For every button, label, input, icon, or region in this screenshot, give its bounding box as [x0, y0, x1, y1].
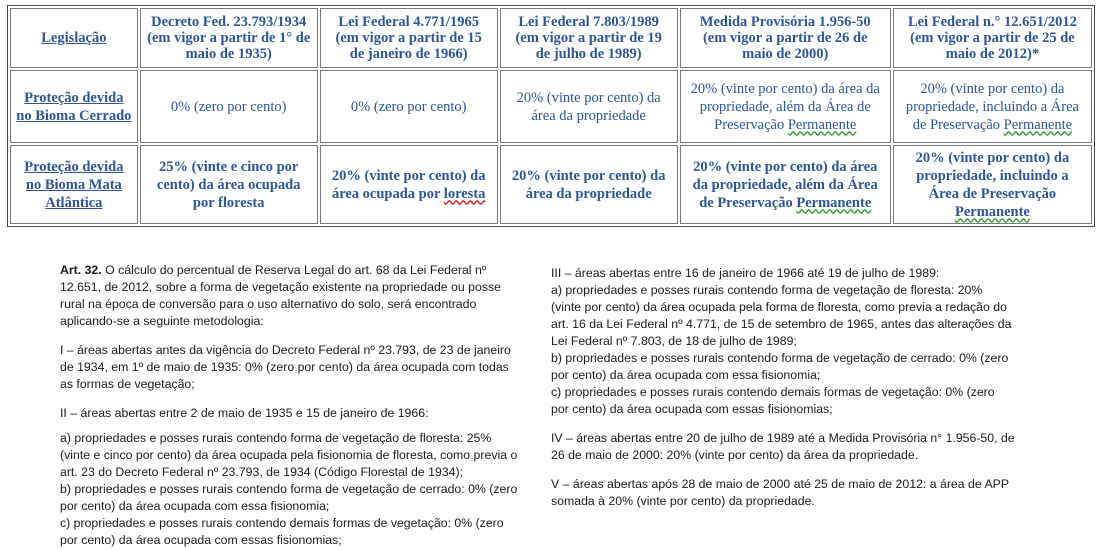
header-legislacao: Legislação: [10, 8, 138, 68]
row-label-mata-atlantica: Proteção devida no Bioma Mata Atlântica: [10, 145, 138, 224]
header-lei-2012: Lei Federal n.° 12.651/2012 (em vigor a partir de 25 de maio de 2012)*: [893, 8, 1092, 68]
cell-mata-2012: 20% (vinte por cento) da propriedade, incluindo a Área de Preservação Permanente: [893, 145, 1092, 224]
header-mp-2000: Medida Provisória 1.956-50 (em vigor a partir de 26 de maio de 2000): [680, 8, 891, 68]
cell-mata-2000: 20% (vinte por cento) da área da propriedade, além da Área de Preservação Permanente: [680, 145, 891, 224]
item-ii-heading: II – áreas abertas entre 2 de maio de 1935 e 15 de janeiro de 1966:: [60, 406, 429, 420]
item-iii-paragraph: III – áreas abertas entre 16 de janeiro de 1966 até 19 de julho de 1989: a) propriedades e posses rurais contendo forma de vegetação de floresta: 20% (vinte por cento) da área ocupada pela forma de floresta, como previa a redação do art. 16 da Lei Federal nº 4.771, de 15 de setembro de 1965, antes das alterações da Lei Federal nº 7.803, de 18 de julho de 1989; b) propriedades e posses rurais contendo forma de vegetação de cerrado: 0% (zero por cento) da área ocupada com essa fisionomia; c) propriedades e posses rurais contendo demais formas de vegetação: 0% (zero por cento) da área ocupada com essas fisionomias;: [551, 266, 1012, 416]
item-v-paragraph: V – áreas abertas após 28 de maio de 2000 até 25 de maio de 2012: a área de APP somada à 20% (vinte por cento) da propriedade.: [551, 477, 1010, 508]
cell-cerrado-2000: 20% (vinte por cento) da área da propriedade, além da Área de Preservação Permanente: [680, 70, 891, 143]
cell-cerrado-1965: 0% (zero por cento): [320, 70, 498, 143]
cell-cerrado-1989: 20% (vinte por cento) da área da propriedade: [500, 70, 678, 143]
cell-cerrado-2012: 20% (vinte por cento) da propriedade, incluindo a Área de Preservação Permanente: [893, 70, 1092, 143]
table-header-row: [10, 8, 1092, 68]
cell-mata-1934: 25% (vinte e cinco por cento) da área ocupada por floresta: [140, 145, 318, 224]
item-ii-subitems: a) propriedades e posses rurais contendo forma de vegetação de floresta: 25% (vinte e cinco por cento) da área ocupada pela fisionomia de floresta, como previa o art. 23 do Decreto Federal nº 23.793, de 1934 (Código Florestal de 1934); b) propriedades e posses rurais contendo forma de vegetação de cerrado: 0% (zero por cento) da área ocupada com essa fisionomia; c) propriedades e posses rurais contendo demais formas de vegetação: 0% (zero por cento) da área ocupada com essas fisionomias;: [60, 431, 518, 547]
cell-mata-1989: 20% (vinte por cento) da área da propriedade: [500, 145, 678, 224]
article-right-column: [551, 265, 1022, 510]
header-decreto-1934: Decreto Fed. 23.793/1934 (em vigor a partir de 1° de maio de 1935): [140, 8, 318, 68]
article-number: Art. 32.: [60, 263, 102, 277]
table-row-mata-atlantica: [10, 145, 1092, 224]
item-i-paragraph: I – áreas abertas antes da vigência do Decreto Federal nº 23.793, de 23 de janeiro de 1934, em 1º de maio de 1935: 0% (zero por cento) da área ocupada com todas as formas de vegetação;: [60, 343, 511, 391]
article-intro-paragraph: Art. 32. O cálculo do percentual de Reserva Legal do art. 68 da Lei Federal nº 12.651, de 2012, sobre a forma de vegetação existente na propriedade ou posse rural na época de conversão para o uso alternativo do solo, será encontrado aplicando-se a seguinte metodologia:: [60, 263, 501, 328]
article-left-column: [60, 262, 521, 549]
cell-cerrado-1934: 0% (zero por cento): [140, 70, 318, 143]
row-label-cerrado: Proteção devida no Bioma Cerrado: [10, 70, 138, 143]
header-lei-1965: Lei Federal 4.771/1965 (em vigor a partir de 15 de janeiro de 1966): [320, 8, 498, 68]
item-iv-paragraph: IV – áreas abertas entre 20 de julho de 1989 até a Medida Provisória n° 1.956-50, de 26 de maio de 2000: 20% (vinte por cento) da área da propriedade.: [551, 431, 1015, 462]
legislation-table: [7, 5, 1095, 227]
header-lei-1989: Lei Federal 7.803/1989 (em vigor a partir de 19 de julho de 1989): [500, 8, 678, 68]
table-row-cerrado: [10, 70, 1092, 143]
cell-mata-1965: 20% (vinte por cento) da área ocupada por loresta: [320, 145, 498, 224]
